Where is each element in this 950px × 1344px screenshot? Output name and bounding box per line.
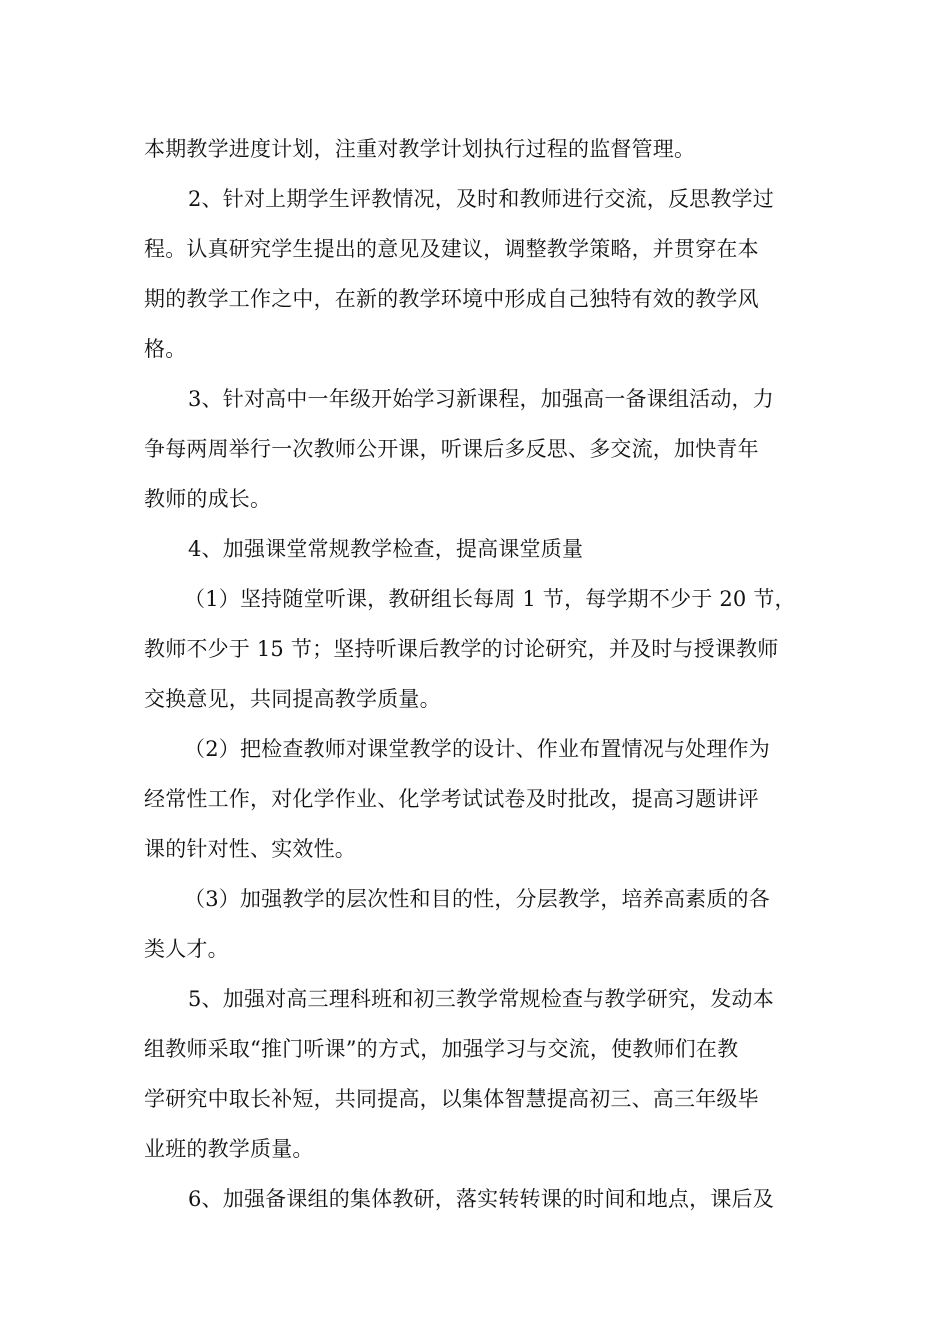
text-line: 经常性工作，对化学作业、化学考试试卷及时批改，提高习题讲评 [144,787,759,811]
document-body [144,131,806,1231]
text-line: 交换意见，共同提高教学质量。 [144,687,441,711]
text-line: 本期教学进度计划，注重对教学计划执行过程的监督管理。 [144,137,696,161]
text-line: 争每两周举行一次教师公开课，听课后多反思、多交流，加快青年 [144,437,759,461]
text-line: 类人才。 [144,937,229,961]
text-line: 组教师采取“推门听课”的方式，加强学习与交流，使教师们在教 [144,1037,739,1061]
text-line: 期的教学工作之中，在新的教学环境中形成自己独特有效的教学风 [144,287,759,311]
text-line: 业班的教学质量。 [144,1137,314,1161]
item-3-line: 3、针对高中一年级开始学习新课程，加强高一备课组活动，力 [188,387,774,411]
text-line: 教师不少于 15 节；坚持听课后教学的讨论研究，并及时与授课教师 [144,637,779,661]
text-line: 学研究中取长补短，共同提高，以集体智慧提高初三、高三年级毕 [144,1087,759,1111]
item-6-line: 6、加强备课组的集体教研，落实转转课的时间和地点，课后及 [188,1187,774,1211]
subitem-1-line: （1）坚持随堂听课，教研组长每周 1 节，每学期不少于 20 节， [184,587,796,611]
subitem-3-line: （3）加强教学的层次性和目的性，分层教学，培养高素质的各 [184,887,770,911]
text-line: 程。认真研究学生提出的意见及建议，调整教学策略，并贯穿在本 [144,237,759,261]
item-2-line: 2、针对上期学生评教情况，及时和教师进行交流，反思教学过 [188,187,774,211]
subitem-2-line: （2）把检查教师对课堂教学的设计、作业布置情况与处理作为 [184,737,770,761]
text-line: 教师的成长。 [144,487,272,511]
item-4-heading: 4、加强课堂常规教学检查，提高课堂质量 [188,537,584,561]
text-line: 格。 [144,337,187,361]
item-5-line: 5、加强对高三理科班和初三教学常规检查与教学研究，发动本 [188,987,774,1011]
text-line: 课的针对性、实效性。 [144,837,356,861]
